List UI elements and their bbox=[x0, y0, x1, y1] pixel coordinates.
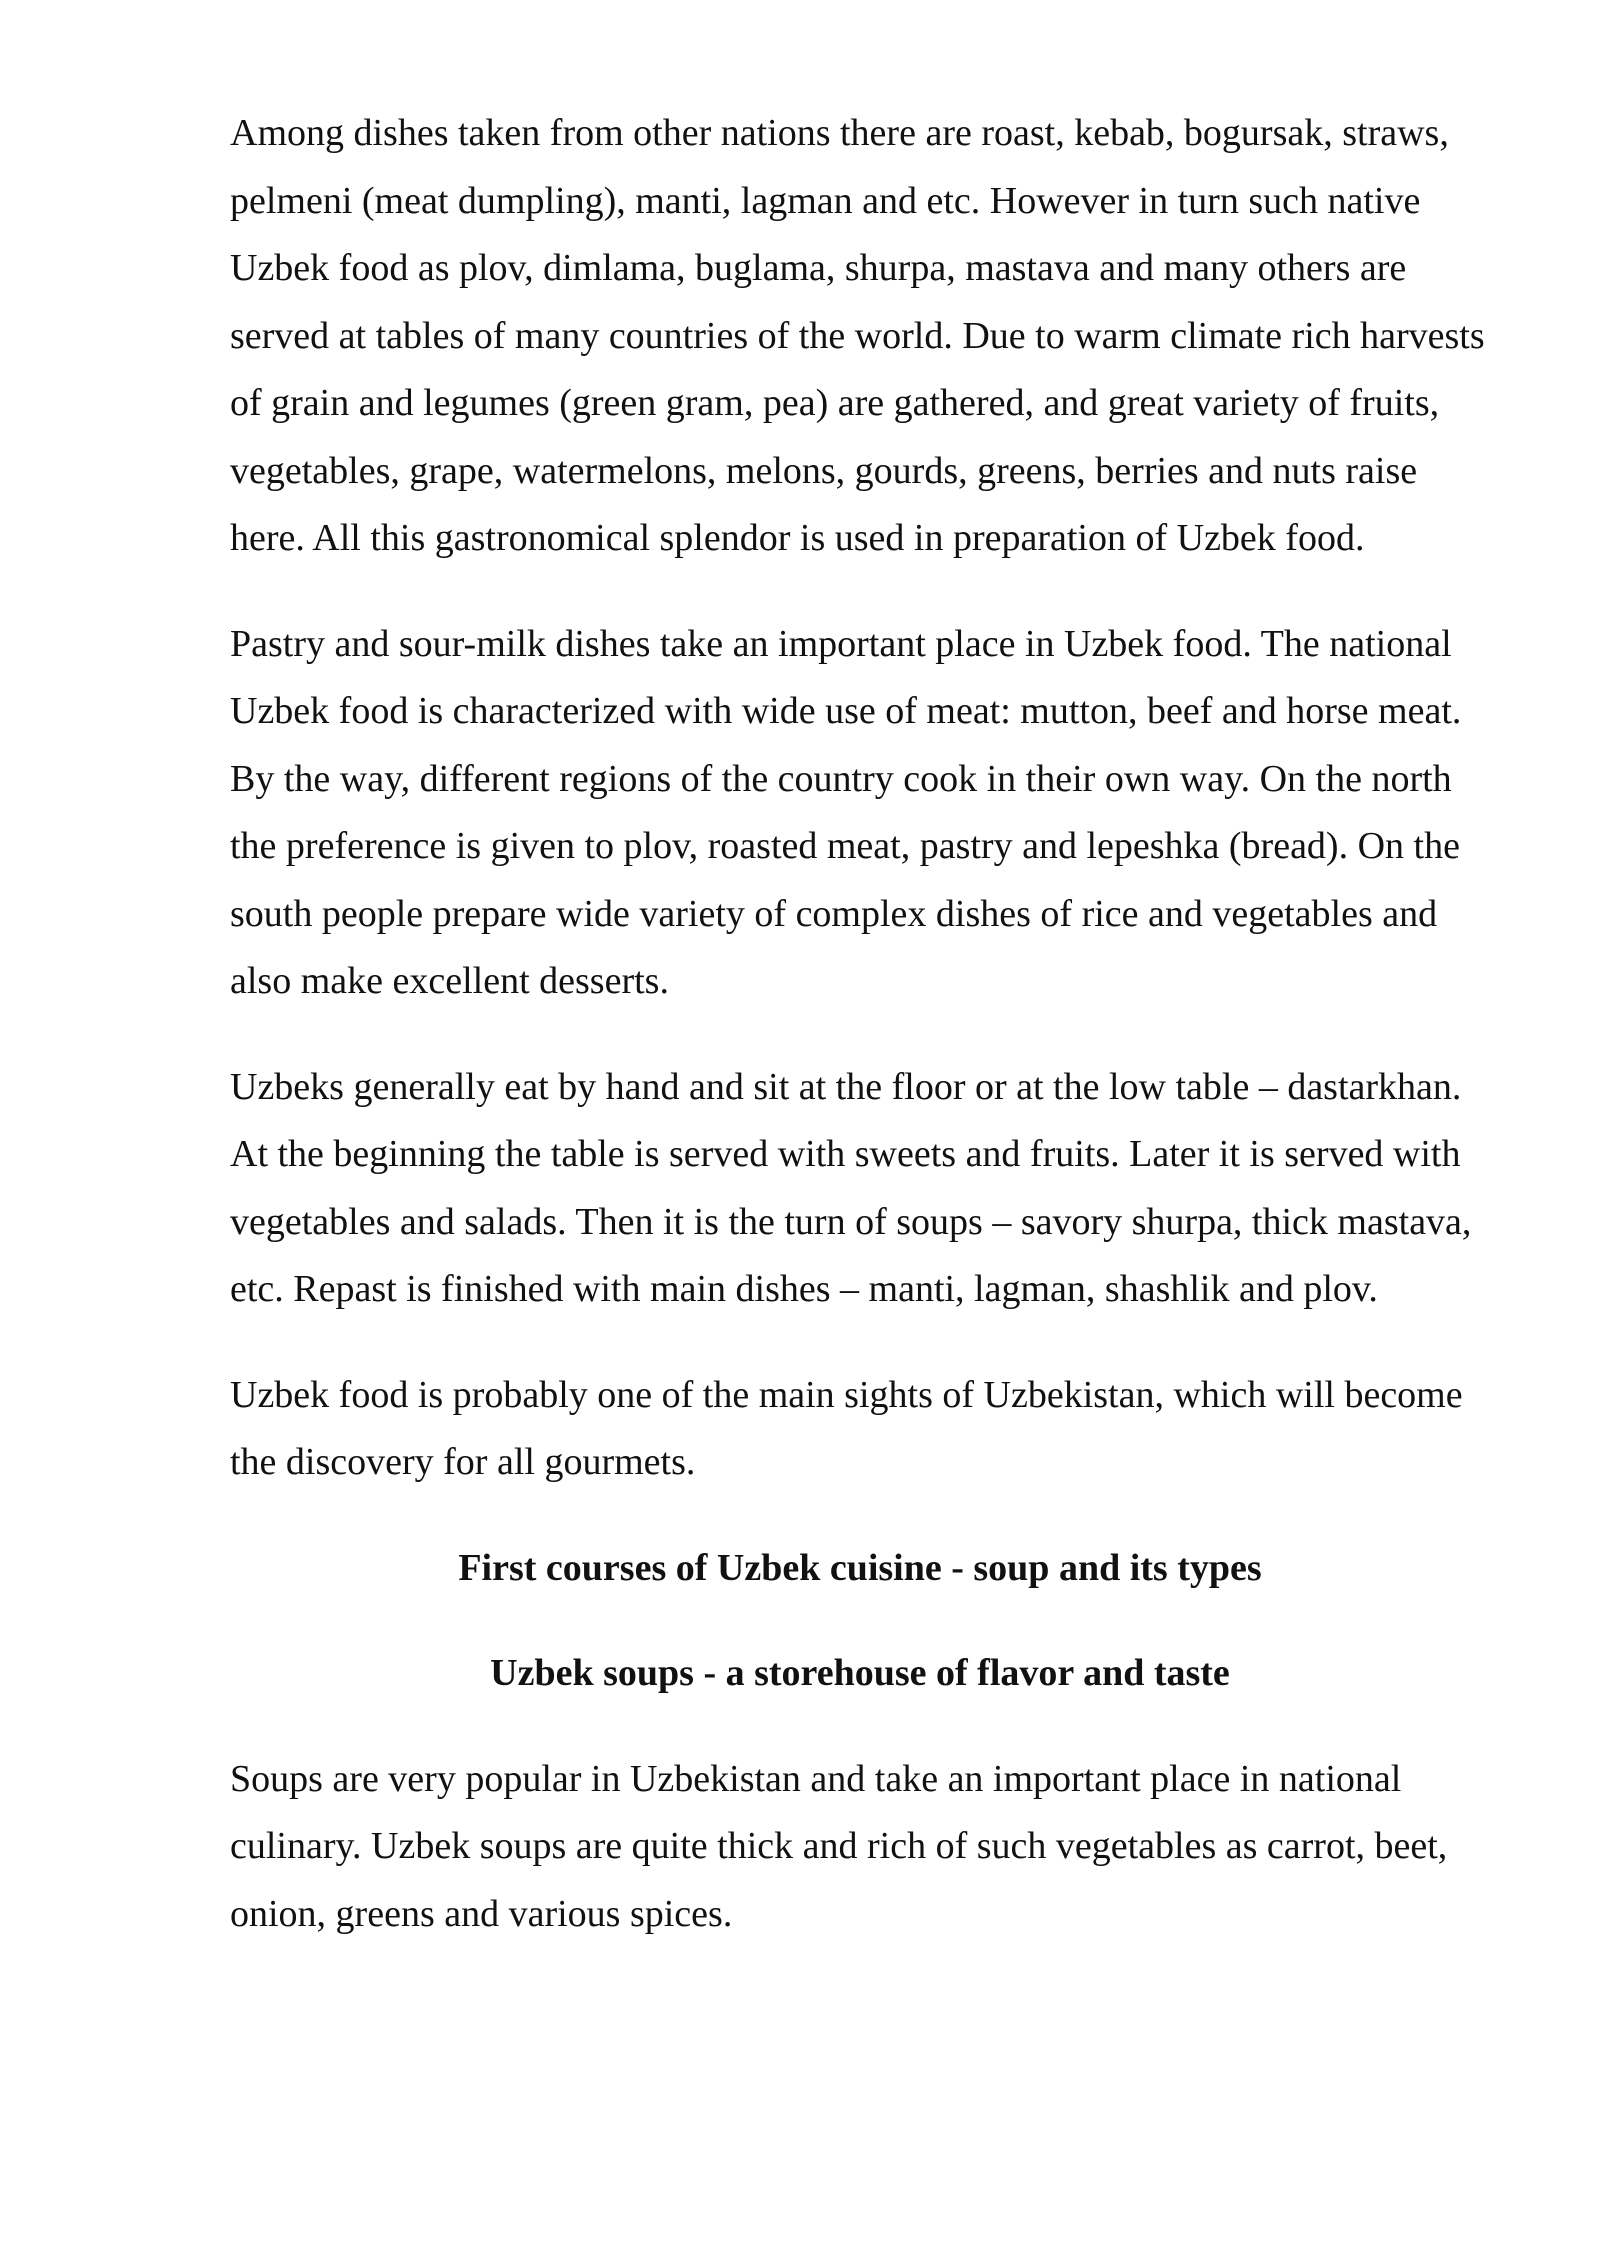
heading-first-courses: First courses of Uzbek cuisine - soup and its types bbox=[458, 1546, 1262, 1589]
paragraph-soups-popular: Soups are very popular in Uzbekistan and take an important place in national culinary. Uzbek soups are quite thick and rich of such vegetables as carrot, beet, onion, greens and various spices. bbox=[230, 1757, 1448, 1935]
paragraph-dining-customs: Uzbeks generally eat by hand and sit at the floor or at the low table – dastarkhan. At the beginning the table is served with sweets and fruits. Later it is served with vegetables and salads. Then it is the turn of soups – savory shurpa, thick mastava, etc. Repast is finished with main dishes – manti, lagman, shashlik and plov. bbox=[230, 1065, 1472, 1310]
heading-uzbek-soups: Uzbek soups - a storehouse of flavor and taste bbox=[490, 1652, 1230, 1694]
paragraph-dishes-from-other-nations: Among dishes taken from other nations there are roast, kebab, bogursak, straws, pelmeni (meat dumpling), manti, lagman and etc. However in turn such native Uzbek food as plov, dimlama, buglama, shurpa, mastava and many others are served at tables of many countries of the world. Due to warm climate rich harvests of grain and legumes (green gram, pea) are gathered, and great variety of fruits, vegetables, grape, watermelons, melons, gourds, greens, berries and nuts raise here. All this gastronomical splendor is used in preparation of Uzbek food. bbox=[230, 112, 1485, 559]
document-page bbox=[230, 100, 1490, 1986]
paragraph-pastry-and-meat: Pastry and sour-milk dishes take an important place in Uzbek food. The national Uzbek food is characterized with wide use of meat: mutton, beef and horse meat. By the way, different regions of the country cook in their own way. On the north the preference is given to plov, roasted meat, pastry and lepeshka (bread). On the south people prepare wide variety of complex dishes of rice and vegetables and also make excellent desserts. bbox=[230, 622, 1462, 1002]
paragraph-food-as-sight: Uzbek food is probably one of the main sights of Uzbekistan, which will become the discovery for all gourmets. bbox=[230, 1373, 1463, 1483]
